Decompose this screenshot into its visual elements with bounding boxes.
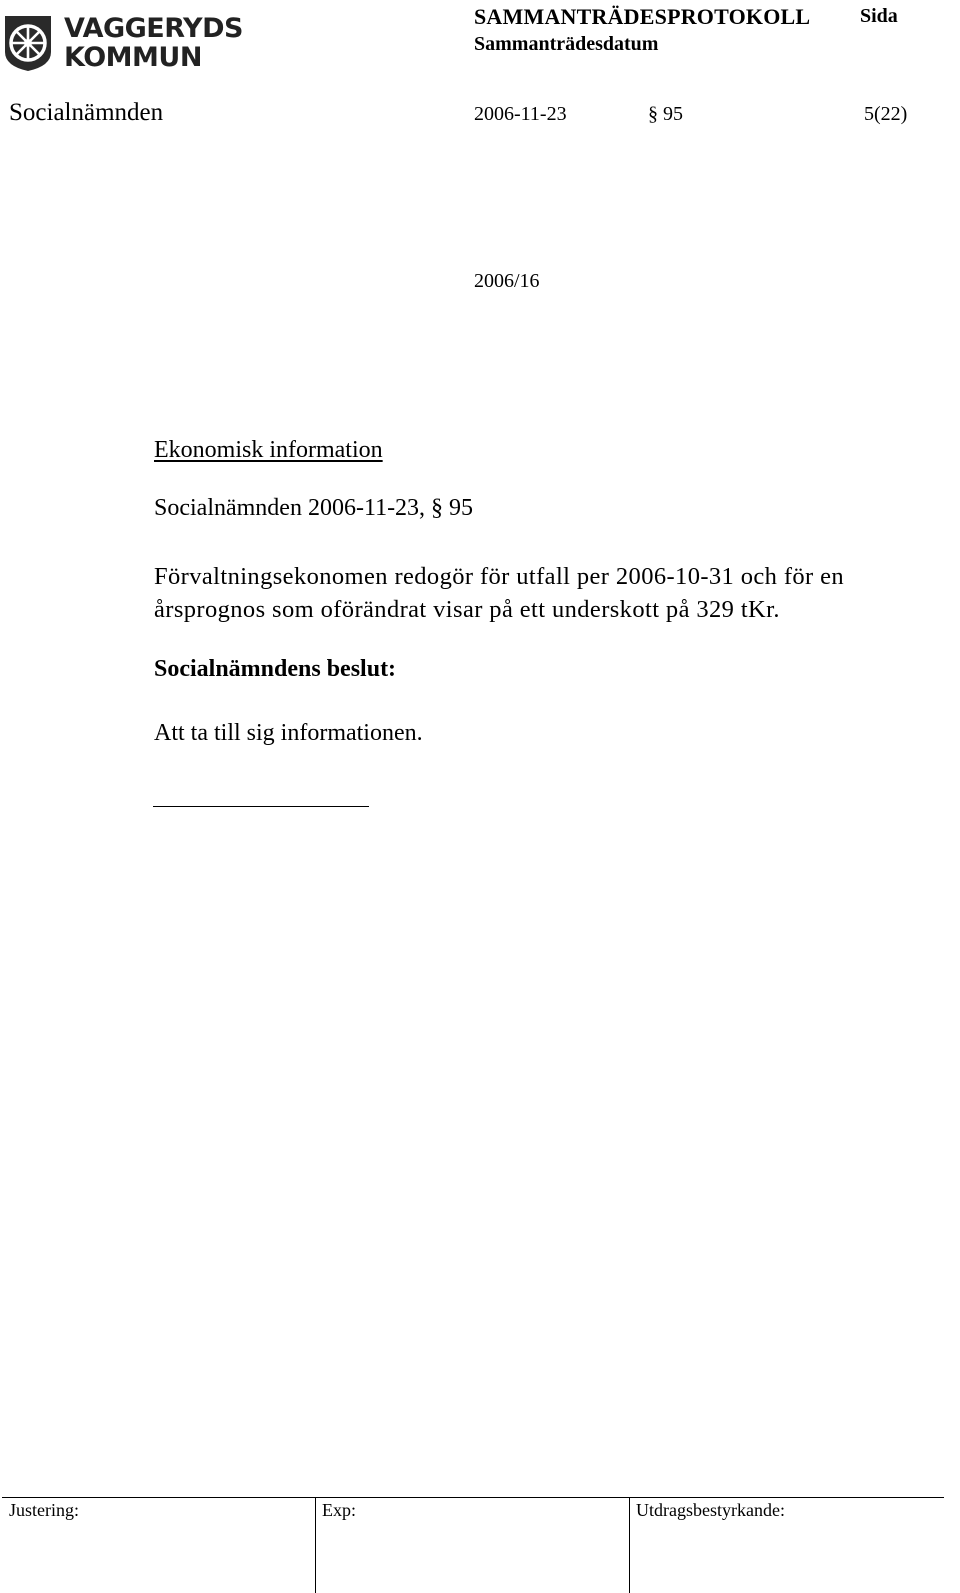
municipality-logo xyxy=(2,14,242,74)
body-line-2: årsprognos som oförändrat visar på ett underskott på 329 tKr. xyxy=(154,596,780,623)
body-paragraph xyxy=(154,560,934,626)
footer-rule xyxy=(2,1497,944,1498)
document-type: SAMMANTRÄDESPROTOKOLL xyxy=(474,4,811,29)
case-number: 2006/16 xyxy=(474,270,540,292)
body-line-1: Förvaltningsekonomen redogör för utfall per 2006-10-31 och för en xyxy=(154,563,845,590)
minutes-reference: Socialnämnden 2006-11-23, § 95 xyxy=(154,495,474,521)
footer-divider-2 xyxy=(629,1498,630,1593)
logo-line-1: VAGGERYDS xyxy=(64,13,243,44)
meeting-date: 2006-11-23 xyxy=(474,103,567,125)
logo-wordmark xyxy=(64,14,243,72)
footer-divider-1 xyxy=(315,1498,316,1593)
footer-justering-label: Justering: xyxy=(9,1500,79,1520)
section-end-rule xyxy=(153,806,369,807)
paragraph-reference xyxy=(648,103,683,126)
paragraph-symbol: § xyxy=(648,103,658,125)
meeting-date-label: Sammanträdesdatum xyxy=(474,33,659,55)
section-heading: Ekonomisk information xyxy=(154,437,383,463)
footer-exp-label: Exp: xyxy=(322,1500,356,1520)
committee-name: Socialnämnden xyxy=(9,99,164,126)
wheel-emblem-icon xyxy=(2,14,54,72)
logo-line-2: KOMMUN xyxy=(64,42,202,73)
decision-heading: Socialnämndens beslut: xyxy=(154,656,397,682)
footer-utdrag-label: Utdragsbestyrkande: xyxy=(636,1500,785,1520)
page-number: 5(22) xyxy=(864,103,908,125)
page-label: Sida xyxy=(860,5,898,27)
paragraph-number: 95 xyxy=(663,103,683,125)
decision-text: Att ta till sig informationen. xyxy=(154,720,423,746)
